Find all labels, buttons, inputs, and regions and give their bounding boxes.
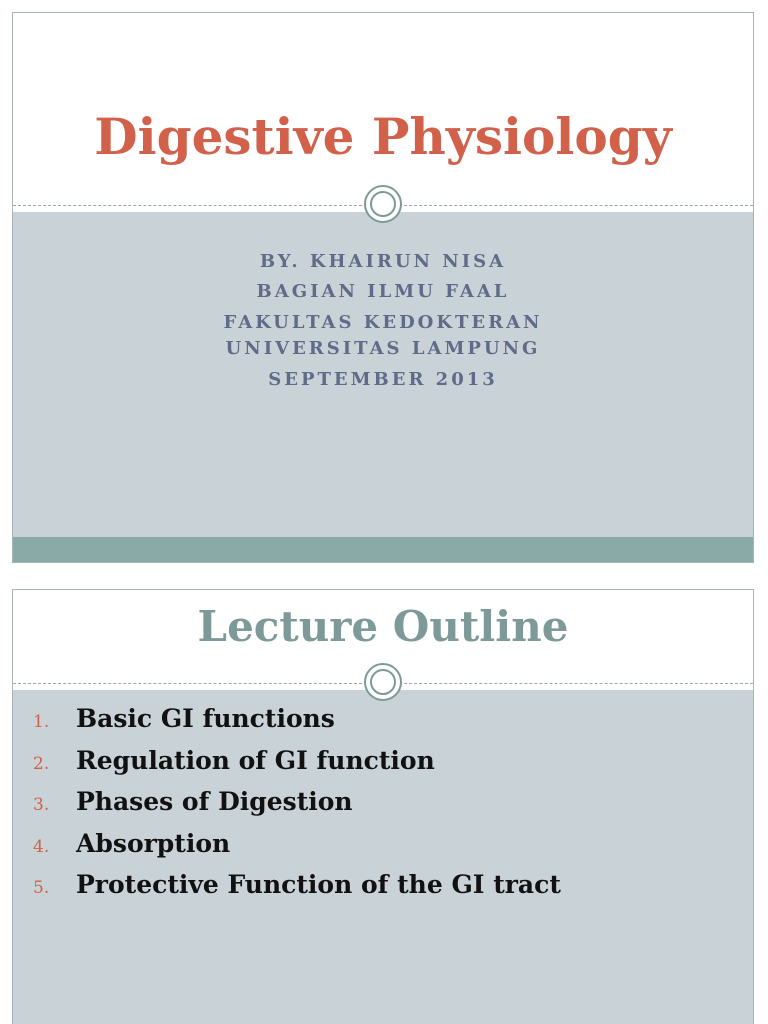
author-line: BY. KHAIRUN NISA xyxy=(259,251,507,272)
date-line: SEPTEMBER 2013 xyxy=(268,369,498,390)
department-line: BAGIAN ILMU FAAL xyxy=(256,281,510,302)
list-text: Regulation of GI function xyxy=(76,745,435,775)
outline-area xyxy=(13,690,753,1024)
list-number: 3. xyxy=(33,795,50,815)
title-slide xyxy=(12,12,754,563)
university-line: UNIVERSITAS LAMPUNG xyxy=(225,338,541,359)
list-text: Protective Function of the GI tract xyxy=(76,870,561,899)
circle-ornament-icon xyxy=(364,185,402,223)
faculty-line: FAKULTAS KEDOKTERAN xyxy=(223,312,543,333)
slide-title: Digestive Physiology xyxy=(94,107,672,166)
title-area xyxy=(13,13,753,205)
list-number: 2. xyxy=(33,753,50,774)
footer-bar xyxy=(13,537,753,563)
list-number: 1. xyxy=(33,712,50,732)
list-number: 4. xyxy=(33,836,50,857)
list-text: Phases of Digestion xyxy=(76,787,353,816)
list-text: Absorption xyxy=(76,828,231,858)
outline-slide xyxy=(12,589,754,1024)
circle-ornament-icon xyxy=(364,663,402,701)
slide-title: Lecture Outline xyxy=(197,602,569,651)
list-number: 5. xyxy=(33,878,50,898)
list-text: Basic GI functions xyxy=(76,704,335,733)
subtitle-area xyxy=(13,212,753,537)
